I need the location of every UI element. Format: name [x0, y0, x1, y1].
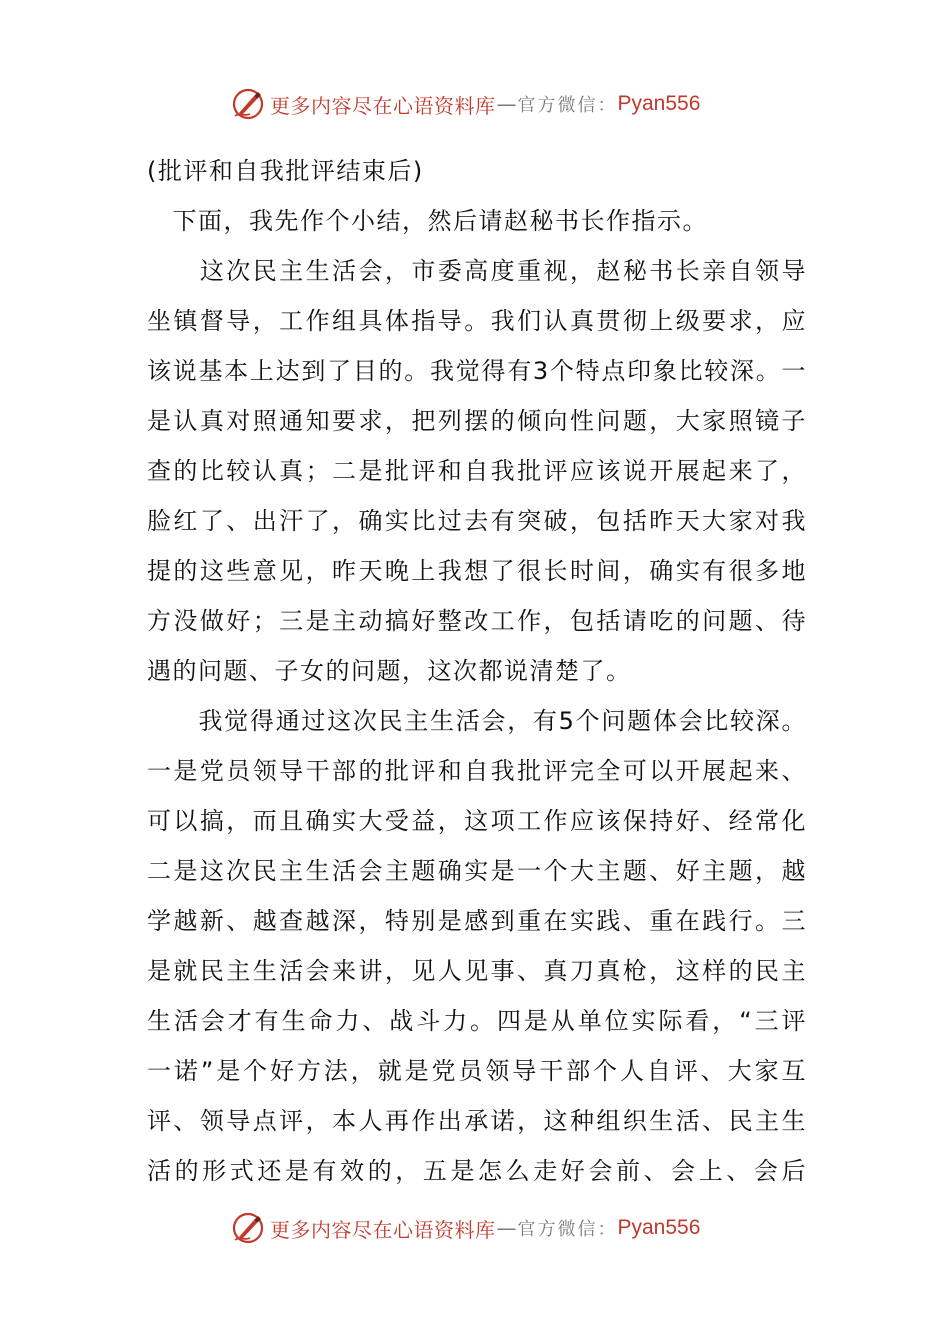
document-line: 活的形式还是有效的，五是怎么走好会前、会上、会后 [147, 1157, 807, 1185]
document-line: 坐镇督导，工作组具体指导。我们认真贯彻上级要求，应 [147, 307, 807, 335]
document-line: 生活会才有生命力、战斗力。四是从单位实际看，“三评 [147, 1007, 807, 1035]
document-line: 是就民主生活会来讲，见人见事、真刀真枪，这样的民主 [147, 957, 807, 985]
document-line: 评、领导点评，本人再作出承诺，这种组织生活、民主生 [147, 1107, 807, 1135]
banner-separator: — [496, 92, 517, 116]
banner-brand-text: 更多内容尽在心语资料库 [270, 1217, 496, 1242]
document-line: 可以搞，而且确实大受益，这项工作应该保持好、经常化 [147, 807, 807, 835]
watermark-banner-top [230, 84, 700, 124]
pen-circle-logo-icon [230, 1210, 266, 1246]
document-line: 我觉得通过这次民主生活会，有5个问题体会比较深。 [147, 707, 807, 735]
watermark-banner-bottom [230, 1208, 700, 1248]
pen-circle-logo-icon [230, 86, 266, 122]
document-line: 遇的问题、子女的问题，这次都说清楚了。 [147, 657, 632, 685]
document-line: 学越新、越查越深，特别是感到重在实践、重在践行。三 [147, 907, 807, 935]
document-line: 一是党员领导干部的批评和自我批评完全可以开展起来、 [147, 757, 807, 785]
document-line: 一诺”是个好方法，就是党员领导干部个人自评、大家互 [147, 1057, 807, 1085]
document-line: (批评和自我批评结束后) [147, 157, 424, 185]
document-line: 查的比较认真；二是批评和自我批评应该说开展起来了， [147, 457, 807, 485]
document-line: 脸红了、出汗了，确实比过去有突破，包括昨天大家对我 [147, 507, 807, 535]
document-line: 这次民主生活会，市委高度重视，赵秘书长亲自领导 [147, 257, 807, 285]
banner-wechat-id: Pyan556 [617, 1216, 701, 1239]
document-line: 是认真对照通知要求，把列摆的倾向性问题，大家照镜子 [147, 407, 807, 435]
document-line: 该说基本上达到了目的。我觉得有3个特点印象比较深。一 [147, 357, 807, 385]
banner-brand-text: 更多内容尽在心语资料库 [270, 93, 496, 118]
document-line: 下面，我先作个小结，然后请赵秘书长作指示。 [147, 207, 708, 235]
document-line: 提的这些意见，昨天晚上我想了很长时间，确实有很多地 [147, 557, 807, 585]
banner-separator: — [496, 1216, 517, 1240]
banner-wechat-id: Pyan556 [617, 92, 701, 115]
document-line: 二是这次民主生活会主题确实是一个大主题、好主题，越 [147, 857, 807, 885]
document-line: 方没做好；三是主动搞好整改工作，包括请吃的问题、待 [147, 607, 807, 635]
banner-wechat-label: 官方微信： [517, 95, 618, 116]
banner-wechat-label: 官方微信： [517, 1219, 618, 1240]
document-body [147, 146, 807, 1196]
